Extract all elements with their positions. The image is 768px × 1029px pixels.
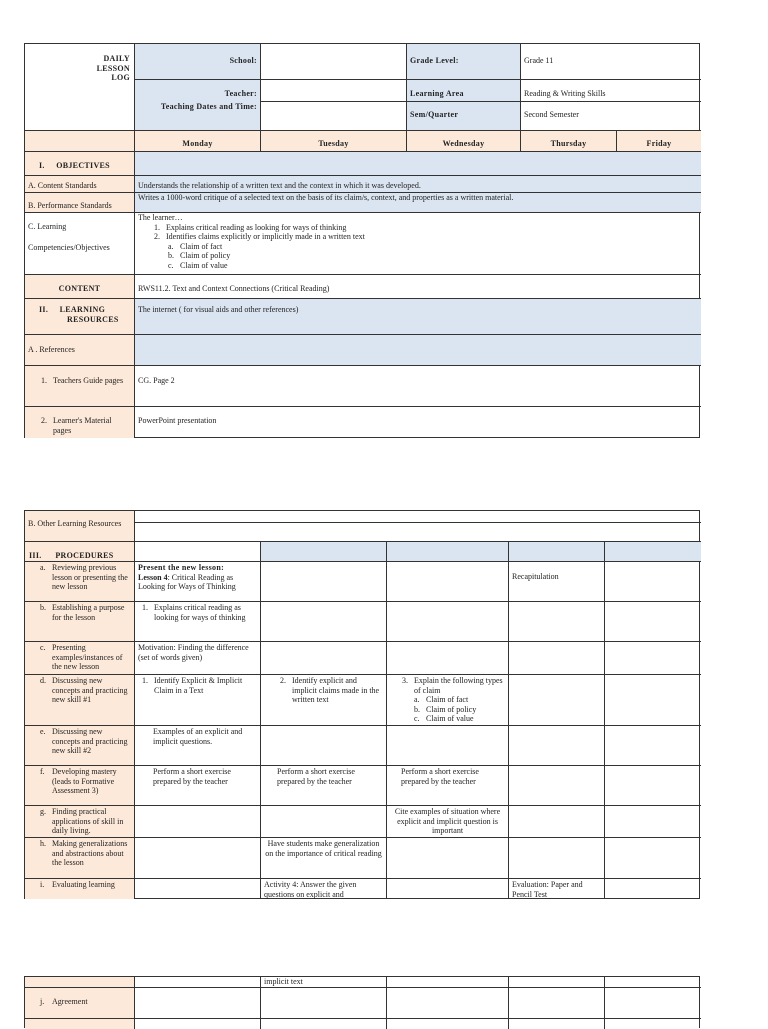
performance-standards-value: Writes a 1000-word critique of a selected text on the basis of its claim/s, context, and properties as a written material. <box>135 193 701 213</box>
procedure-a-tuesday <box>261 562 387 602</box>
proc-wed-head <box>387 542 509 562</box>
objectives-heading <box>25 152 135 176</box>
procedures-heading <box>25 542 135 562</box>
procedure-h-tuesday: Have students make generalization on the importance of critical reading <box>261 838 387 879</box>
resources-title-line: LEARNING <box>59 305 106 314</box>
procedure-d-monday: 1. Identify Explicit & Implicit Claim in a Text <box>135 675 261 726</box>
page3-next-tuesday <box>261 1019 387 1029</box>
lesson-log-page-1 <box>24 43 700 438</box>
procedure-h-label: h. Making generalizations and abstractions about the lesson <box>25 838 135 879</box>
procedure-f-monday: Perform a short exercise prepared by the teacher <box>135 766 261 806</box>
proc-mon-head <box>135 542 261 562</box>
day-wednesday: Wednesday <box>407 131 521 152</box>
objective-subitem: b. Claim of policy <box>168 251 231 260</box>
procedure-h-monday <box>135 838 261 879</box>
procedure-b-wednesday <box>387 602 509 642</box>
other-resources-value <box>135 523 701 542</box>
procedure-c-thursday <box>509 642 605 675</box>
references-value <box>135 335 701 366</box>
proc-tue-head <box>261 542 387 562</box>
procedure-e-wednesday <box>387 726 509 766</box>
procedure-a-monday: Present the new lesson: Lesson 4: Critical Reading as Looking for Ways of Thinking <box>135 562 261 602</box>
procedure-b-thursday <box>509 602 605 642</box>
area-value: Reading & Writing Skills <box>521 80 701 102</box>
performance-standards-label: B. Performance Standards <box>25 193 135 213</box>
day-friday: Friday <box>617 131 701 152</box>
procedure-d-label: d. Discussing new concepts and practicing new skill #1 <box>25 675 135 726</box>
dll-title <box>25 44 135 131</box>
procedure-e-tuesday <box>261 726 387 766</box>
objective-item: 1. Explains critical reading as looking for ways of thinking <box>154 222 347 232</box>
page3-next-monday <box>135 1019 261 1029</box>
procedure-g-wednesday: Cite examples of situation where explicit and implicit question is important <box>387 806 509 838</box>
dates-label: Teaching Dates and Time: <box>135 102 261 131</box>
procedure-a-wednesday <box>387 562 509 602</box>
procedure-c-label: c. Presenting examples/instances of the new lesson <box>25 642 135 675</box>
procedure-j-wednesday <box>387 988 509 1019</box>
proc-fri-head <box>605 542 701 562</box>
procedure-i-wednesday <box>387 879 509 899</box>
dll-title-line: LESSON <box>96 63 130 73</box>
learning-label-line: Competencies/Objectives <box>28 242 110 252</box>
dates-field[interactable] <box>261 102 407 131</box>
procedure-h-wednesday <box>387 838 509 879</box>
procedures-title: PROCEDURES <box>55 551 114 560</box>
content-standards-label: A. Content Standards <box>25 176 135 193</box>
procedure-f-tuesday: Perform a short exercise prepared by the teacher <box>261 766 387 806</box>
procedure-j-tuesday <box>261 988 387 1019</box>
learning-competencies-value <box>135 213 701 275</box>
content-value: RWS11.2. Text and Context Connections (Critical Reading) <box>135 275 701 299</box>
teachers-guide-label: 1. Teachers Guide pages <box>25 366 135 407</box>
page3-next-thursday <box>509 1019 605 1029</box>
page3-cont-wednesday <box>387 977 509 988</box>
objective-subitem: a. Claim of fact <box>168 241 223 251</box>
procedure-b-tuesday <box>261 602 387 642</box>
procedure-g-tuesday <box>261 806 387 838</box>
procedure-i-tuesday: Activity 4: Answer the given questions on explicit and <box>261 879 387 899</box>
procedure-d-thursday <box>509 675 605 726</box>
page3-next-friday <box>605 1019 701 1029</box>
grade-value: Grade 11 <box>521 44 701 80</box>
procedure-j-friday <box>605 988 701 1019</box>
procedure-g-label: g. Finding practical applications of skill in daily living. <box>25 806 135 838</box>
procedure-b-friday <box>605 602 701 642</box>
procedure-d-friday <box>605 675 701 726</box>
other-resources-label: B. Other Learning Resources <box>25 511 135 542</box>
teacher-field[interactable] <box>261 80 407 102</box>
learning-resources-heading <box>25 299 135 335</box>
grade-label: Grade Level: <box>407 44 521 80</box>
sem-value: Second Semester <box>521 102 701 131</box>
school-field[interactable] <box>261 44 407 80</box>
procedure-i-label: i. Evaluating learning <box>25 879 135 899</box>
learning-competencies-label <box>25 213 135 275</box>
lesson-log-page-2 <box>24 510 700 899</box>
procedure-c-monday: Motivation: Finding the difference (set of words given) <box>135 642 261 675</box>
procedure-i-friday <box>605 879 701 899</box>
objectives-title: OBJECTIVES <box>56 161 110 170</box>
learning-label-line: C. Learning <box>28 222 67 231</box>
procedure-f-label: f. Developing mastery (leads to Formative Assessment 3) <box>25 766 135 806</box>
procedure-e-label: e. Discussing new concepts and practicing new skill #2 <box>25 726 135 766</box>
procedure-h-thursday <box>509 838 605 879</box>
objective-item: 2. Identifies claims explicitly or implicitly made in a written text <box>154 232 365 241</box>
procedure-j-monday <box>135 988 261 1019</box>
procedure-e-friday <box>605 726 701 766</box>
page3-cont-tuesday: implicit text <box>261 977 387 988</box>
dll-title-line: LOG <box>111 73 130 82</box>
resources-num: II. <box>39 305 49 314</box>
objective-subitem: c. Claim of value <box>168 260 228 270</box>
resources-title-line: RESOURCES <box>67 314 119 324</box>
procedure-g-friday <box>605 806 701 838</box>
procedure-e-thursday <box>509 726 605 766</box>
procedure-e-monday: Examples of an explicit and implicit questions. <box>135 726 261 766</box>
procedure-j-thursday <box>509 988 605 1019</box>
objectives-band <box>135 152 701 176</box>
procedure-i-monday <box>135 879 261 899</box>
procedure-d-tuesday: 2. Identify explicit and implicit claims made in the written text <box>261 675 387 726</box>
learners-material-value: PowerPoint presentation <box>138 416 217 425</box>
procedure-j-label: j. Agreement <box>25 988 135 1019</box>
procedure-b-monday: 1. Explains critical reading as looking for ways of thinking <box>135 602 261 642</box>
learners-material-label: 2. Learner's Material pages <box>25 407 135 438</box>
content-standards-value: Understands the relationship of a written text and the context in which it was developed. <box>135 176 701 193</box>
page3-cont-monday <box>135 977 261 988</box>
procedure-d-wednesday: 3. Explain the following types of claim a. Claim of fact b. Claim of policy c. Claim of value <box>387 675 509 726</box>
procedure-c-friday <box>605 642 701 675</box>
procedure-i-thursday: Evaluation: Paper and Pencil Test <box>509 879 605 899</box>
day-header-blank <box>25 131 135 152</box>
page3-next-wednesday <box>387 1019 509 1029</box>
page3-cont-label <box>25 977 135 988</box>
other-resources-top <box>135 511 701 523</box>
objectives-num: I. <box>39 161 45 170</box>
procedure-a-thursday: Recapitulation <box>509 562 605 602</box>
day-monday: Monday <box>135 131 261 152</box>
references-label: A . References <box>25 335 135 366</box>
procedure-f-wednesday: Perform a short exercise prepared by the teacher <box>387 766 509 806</box>
procedure-c-wednesday <box>387 642 509 675</box>
learning-resources-value: The internet ( for visual aids and other references) <box>135 299 701 335</box>
procedure-f-thursday <box>509 766 605 806</box>
page3-next-label <box>25 1019 135 1029</box>
sem-label: Sem/Quarter <box>407 102 521 131</box>
proc-thu-head <box>509 542 605 562</box>
school-label: School: <box>135 44 261 80</box>
procedure-f-friday <box>605 766 701 806</box>
day-thursday: Thursday <box>521 131 617 152</box>
teachers-guide-value: CG. Page 2 <box>135 366 701 407</box>
lesson-log-page-3 <box>24 976 700 1028</box>
learner-intro: The learner… <box>138 213 183 222</box>
area-label: Learning Area <box>407 80 521 102</box>
procedure-c-tuesday <box>261 642 387 675</box>
procedure-b-label: b. Establishing a purpose for the lesson <box>25 602 135 642</box>
procedures-num: III. <box>29 551 42 560</box>
procedure-g-thursday <box>509 806 605 838</box>
page3-cont-thursday <box>509 977 605 988</box>
page3-cont-friday <box>605 977 701 988</box>
day-tuesday: Tuesday <box>261 131 407 152</box>
procedure-a-label: a. Reviewing previous lesson or presenting the new lesson <box>25 562 135 602</box>
teacher-label: Teacher: <box>135 80 261 102</box>
procedure-h-friday <box>605 838 701 879</box>
procedure-a-friday <box>605 562 701 602</box>
dll-title-line: DAILY <box>103 54 130 63</box>
content-label: CONTENT <box>25 275 135 299</box>
procedure-g-monday <box>135 806 261 838</box>
